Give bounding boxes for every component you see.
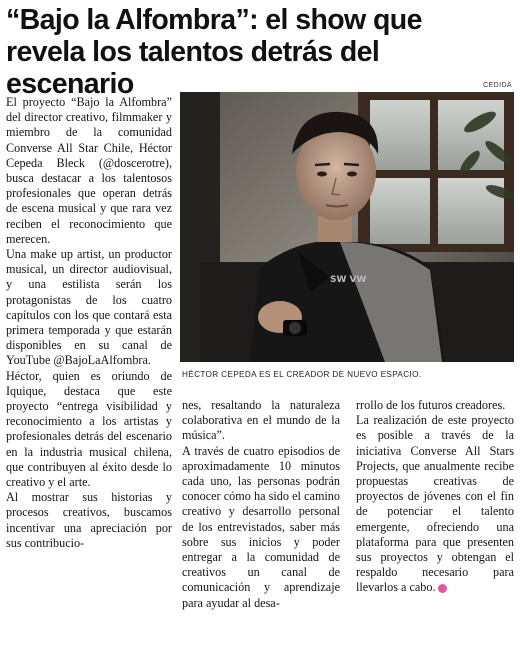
photo-credit: CEDIDA [483, 82, 512, 89]
photo-caption: HÉCTOR CEPEDA ES EL CREADOR DE NUEVO ESPACIO. [182, 370, 422, 379]
headline-line-1: “Bajo la Alfombra”: el show que [6, 4, 422, 36]
paragraph: Héctor, quien es oriundo de Iquique, destaca que este proyecto “entrega visibilidad y reconocimiento a los artistas y profesionales detrás del escenario en la industria musical chilena, que contribuyen al éxito desde lo creativo y el arte. [6, 368, 172, 490]
article-photo [180, 92, 514, 362]
headline [6, 4, 514, 100]
headline-line-2: revela los talentos detrás del escenario [6, 36, 380, 100]
paragraph: rrollo de los futuros creadores. [356, 398, 506, 412]
text-column-3 [356, 398, 514, 648]
portrait-illustration [180, 92, 514, 362]
paragraph: El proyecto “Bajo la Alfombra” del director creativo, filmmaker y miembro de la comunidad Converse All Star Chile, Héctor Cepeda Bleck (@doscerotre), busca destacar a los talentosos profesionales que operan detrás de escena musical y que rara vez reciben el reconocimiento que merecen. [6, 95, 172, 246]
paragraph-text: La realización de este proyecto es posible a través de la iniciativa Converse All Stars Projects, que anualmente recibe propuestas creativas de proyectos de jóvenes con el fin de potenciar el talento emergente, ofreciendo una plataforma para que presenten sus proyectos y obtengan el respaldo necesario para llevarlos a cabo. [356, 413, 514, 595]
paragraph: nes, resaltando la naturaleza colaborativa en el mundo de la música”. [182, 398, 340, 443]
end-of-article-icon [438, 584, 447, 593]
paragraph-final [356, 413, 514, 595]
paragraph: Al mostrar sus historias y procesos creativos, buscamos incentivar una apreciación por sus contribucio- [6, 490, 172, 550]
paragraph: Una make up artist, un productor musical, un director audiovisual, y una estilista serán los protagonistas de los cuatro capítulos con los que contará esta primera temporada y que estarán disponibles en su canal de YouTube @BajoLaAlfombra. [6, 247, 172, 368]
svg-text:SW VW: SW VW [330, 275, 367, 285]
paragraph: A través de cuatro episodios de aproximadamente 10 minutos cada uno, las personas podrán conocer cómo ha sido el camino creativo y desarrollo personal de los entrevistados, saber más sobre sus inicios y poder entregar a la comunidad de creativos un canal de comunicación y aprendizaje para ayudar al desa- [182, 443, 340, 610]
text-column-2 [182, 398, 340, 648]
text-column-1 [6, 95, 172, 647]
